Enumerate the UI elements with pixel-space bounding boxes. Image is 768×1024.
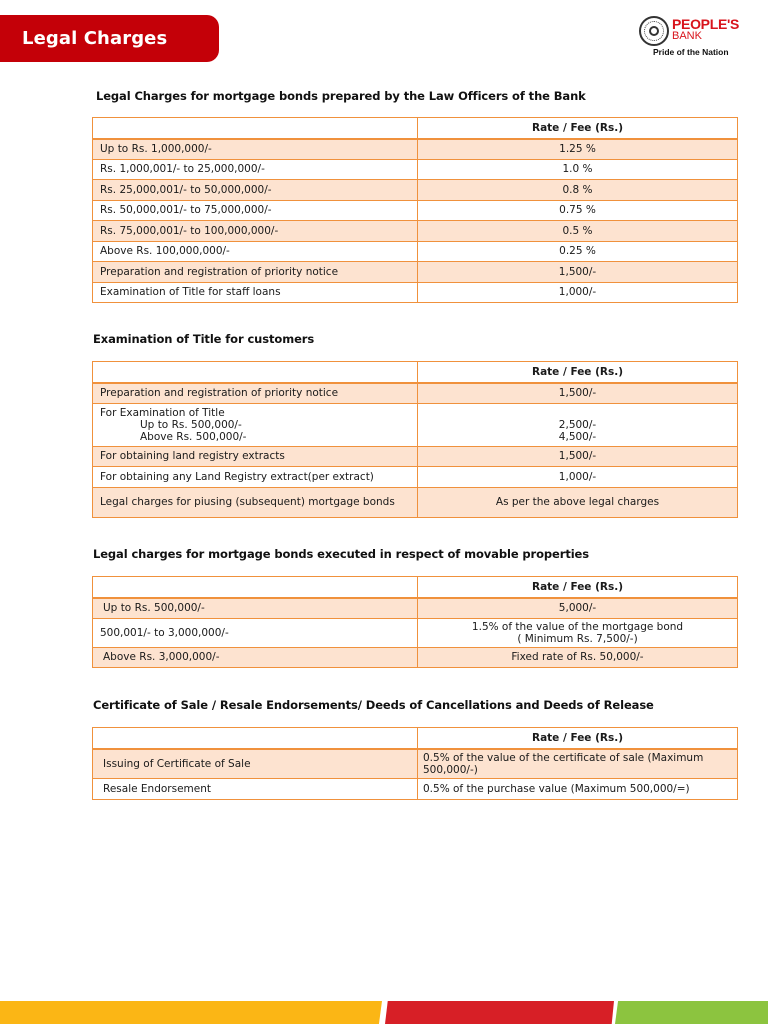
- table-row: [93, 749, 738, 779]
- section-title-movable-properties: Legal charges for mortgage bonds executed in respect of movable properties: [93, 547, 590, 561]
- logo-tagline: Pride of the Nation: [653, 47, 729, 57]
- row-item: Up to Rs. 500,000/-: [93, 598, 418, 619]
- row-item: Preparation and registration of priority notice: [93, 262, 418, 283]
- row-item: For obtaining land registry extracts: [93, 446, 418, 467]
- table-row: [93, 200, 738, 221]
- row-item: Examination of Title for staff loans: [93, 282, 418, 303]
- header-cell-rate: Rate / Fee (Rs.): [418, 728, 738, 749]
- row-fee: 0.8 %: [418, 180, 738, 201]
- row-fee: 1.0 %: [418, 159, 738, 180]
- fee-table-law-officers: [92, 117, 738, 303]
- row-fee-line: 1.5% of the value of the mortgage bond: [471, 620, 684, 633]
- table-header-row: [93, 362, 738, 383]
- row-item: Legal charges for piusing (subsequent) mortgage bonds: [93, 487, 418, 517]
- row-fee: 0.5% of the purchase value (Maximum 500,000/=): [418, 779, 738, 800]
- page-title: Legal Charges: [22, 28, 168, 49]
- header-cell-empty: [93, 118, 418, 139]
- row-item: Rs. 25,000,001/- to 50,000,000/-: [93, 180, 418, 201]
- row-item: Above Rs. 100,000,000/-: [93, 241, 418, 262]
- row-item: Rs. 50,000,001/- to 75,000,000/-: [93, 200, 418, 221]
- row-fee: 1,000/-: [418, 282, 738, 303]
- row-item: Preparation and registration of priority notice: [93, 383, 418, 404]
- row-fee: 1,500/-: [418, 383, 738, 404]
- bank-seal-icon: [639, 16, 669, 46]
- row-sub-item: Up to Rs. 500,000/-: [140, 419, 242, 431]
- section-title-certificate-of-sale: Certificate of Sale / Resale Endorsements/ Deeds of Cancellations and Deeds of Release: [93, 698, 654, 712]
- row-fee: 1.25 %: [418, 139, 738, 160]
- table-row: [93, 647, 738, 668]
- table-header-row: [93, 577, 738, 598]
- row-item-multiline: [93, 403, 418, 446]
- table-row: [93, 159, 738, 180]
- table-row: [93, 598, 738, 619]
- table-row: [93, 241, 738, 262]
- row-fee: 5,000/-: [418, 598, 738, 619]
- table-row: [93, 487, 738, 517]
- row-fee-multiline: [418, 618, 738, 647]
- table-row: [93, 383, 738, 404]
- row-fee-multiline: [418, 403, 738, 446]
- row-fee: 0.5% of the value of the certificate of sale (Maximum 500,000/-): [418, 749, 738, 779]
- footer-stripe-red: [385, 1001, 614, 1024]
- header-cell-rate: Rate / Fee (Rs.): [418, 577, 738, 598]
- row-fee: 0.75 %: [418, 200, 738, 221]
- section-title-examination-of-title: Examination of Title for customers: [93, 332, 315, 346]
- page-title-banner: [0, 15, 219, 62]
- table-header-row: [93, 118, 738, 139]
- table-row: [93, 403, 738, 446]
- fee-table-certificate-of-sale: [92, 727, 738, 800]
- peoples-bank-logo: [636, 14, 746, 60]
- row-fee: As per the above legal charges: [418, 487, 738, 517]
- row-fee: 1,000/-: [418, 467, 738, 488]
- fee-table-movable-properties: [92, 576, 738, 668]
- table-row: [93, 180, 738, 201]
- table-row: [93, 262, 738, 283]
- row-item: Above Rs. 3,000,000/-: [93, 647, 418, 668]
- table-row: [93, 282, 738, 303]
- section-title-law-officers: Legal Charges for mortgage bonds prepared by the Law Officers of the Bank: [96, 89, 586, 103]
- row-item: Resale Endorsement: [93, 779, 418, 800]
- table-row: [93, 618, 738, 647]
- row-item: Rs. 75,000,001/- to 100,000,000/-: [93, 221, 418, 242]
- fee-table-examination-of-title: [92, 361, 738, 518]
- row-fee: Fixed rate of Rs. 50,000/-: [418, 647, 738, 668]
- table-row: [93, 779, 738, 800]
- table-row: [93, 221, 738, 242]
- row-fee: 1,500/-: [418, 262, 738, 283]
- table-row: [93, 139, 738, 160]
- logo-brand-line2: BANK: [672, 30, 702, 42]
- header-cell-rate: Rate / Fee (Rs.): [418, 362, 738, 383]
- table-row: [93, 446, 738, 467]
- row-item: Rs. 1,000,001/- to 25,000,000/-: [93, 159, 418, 180]
- row-item: For Examination of Title: [100, 407, 225, 419]
- row-item: For obtaining any Land Registry extract(per extract): [93, 467, 418, 488]
- header-cell-rate: Rate / Fee (Rs.): [418, 118, 738, 139]
- row-fee: 0.25 %: [418, 241, 738, 262]
- logo-brand-line1: PEOPLE'S: [672, 16, 740, 32]
- row-sub-item: Above Rs. 500,000/-: [140, 431, 247, 443]
- table-row: [93, 467, 738, 488]
- row-fee-line: ( Minimum Rs. 7,500/-): [517, 632, 638, 645]
- row-item: Up to Rs. 1,000,000/-: [93, 139, 418, 160]
- row-item: 500,001/- to 3,000,000/-: [93, 618, 418, 647]
- row-sub-fee: 4,500/-: [558, 430, 597, 443]
- header-cell-empty: [93, 728, 418, 749]
- row-sub-fee: 2,500/-: [558, 418, 597, 431]
- header-cell-empty: [93, 577, 418, 598]
- row-fee: 1,500/-: [418, 446, 738, 467]
- footer-stripe-yellow: [0, 1001, 382, 1024]
- row-item: Issuing of Certificate of Sale: [93, 749, 418, 779]
- header-cell-empty: [93, 362, 418, 383]
- table-header-row: [93, 728, 738, 749]
- row-fee: 0.5 %: [418, 221, 738, 242]
- footer-stripe-green: [615, 1001, 768, 1024]
